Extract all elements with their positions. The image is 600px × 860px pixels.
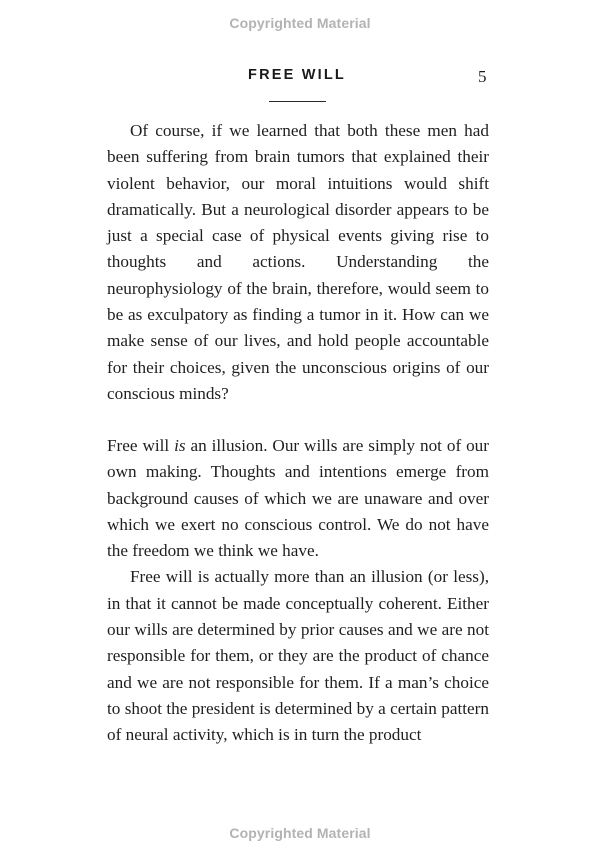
copyright-watermark-top: Copyrighted Material [229, 15, 371, 31]
page-number: 5 [478, 67, 487, 86]
paragraph-2 [107, 433, 489, 564]
paragraph-1: Of course, if we learned that both these men had been suffering from brain tumors that explained their violent behavior, our moral intuitions would shift dramatically. But a neurological disorder appears to be just a special case of physical events giving rise to thoughts and actions. Understanding the neurophysiology of the brain, therefore, would seem to be as exculpatory as finding a tumor in it. How can we make sense of our lives, and hold people accountable for their choices, given the unconscious origins of our conscious minds? [107, 121, 489, 403]
header-rule [269, 101, 326, 102]
chapter-title: FREE WILL [248, 67, 346, 83]
body-section-1 [107, 118, 489, 407]
paragraph-2-lead: Free will [107, 436, 175, 455]
paragraph-3: Free will is actually more than an illusion (or less), in that it cannot be made conceptually coherent. Either our wills are determined by prior causes and we are not responsible for them, or they are the product of chance and we are not responsible for them. If a man’s choice to shoot the president is determined by a certain pattern of neural activity, which is in turn the product [107, 567, 489, 745]
body-section-2 [107, 433, 489, 749]
paragraph-2-rest: an illusion. Our wills are simply not of our own making. Thoughts and intentions emerge from background causes of which we are unaware and over which we exert no conscious control. We do not have the freedom we think we have. [107, 436, 489, 561]
copyright-watermark-bottom: Copyrighted Material [229, 825, 371, 841]
paragraph-2-emphasis: is [174, 436, 186, 455]
